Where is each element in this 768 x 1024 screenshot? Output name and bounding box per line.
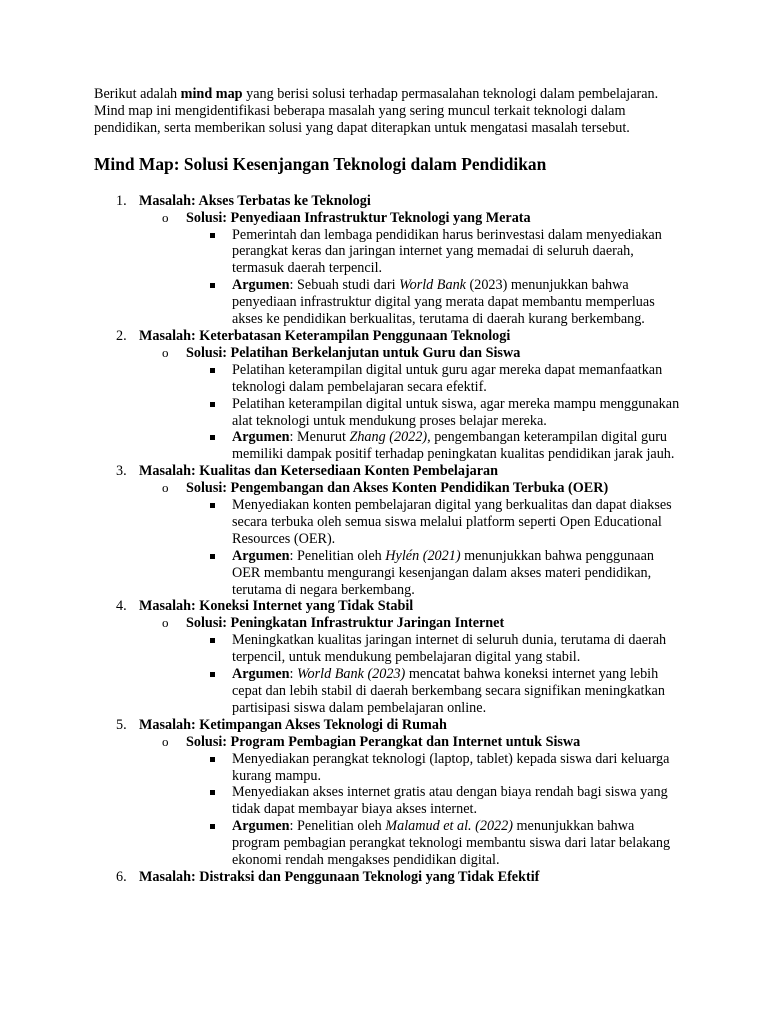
solution-list: [139, 345, 684, 463]
solution-item: [139, 480, 684, 598]
argument-pre: : Sebuah studi dari: [289, 277, 400, 294]
argument-post: menunjukkan bahwa program pembagian perangkat teknologi membantu siswa dari latar belakang ekonomi rendah mengakses pendidikan digital.: [232, 818, 671, 869]
point-item: [186, 632, 684, 666]
square-bullet-icon: [210, 283, 215, 288]
problem-list: [94, 193, 684, 886]
argument-pre: : Penelitian oleh: [289, 818, 386, 835]
solution-list: [139, 480, 684, 598]
argument-label: Argumen: [232, 277, 290, 294]
point-text: Menyediakan akses internet gratis atau dengan biaya rendah bagi siswa yang tidak dapat membayar biaya akses internet.: [232, 784, 668, 818]
argument-label: Argumen: [232, 547, 290, 564]
point-list: [186, 751, 684, 869]
argument-pre: :: [289, 666, 298, 683]
point-item: [186, 227, 684, 278]
argument-citation: Malamud et al. (2022): [385, 818, 513, 835]
problem-heading: Masalah: Akses Terbatas ke Teknologi: [139, 192, 371, 209]
point-item: [186, 396, 684, 430]
square-bullet-icon: [210, 368, 215, 373]
argument-pre: : Menurut: [289, 429, 350, 446]
point-item: [186, 548, 684, 599]
point-item: [186, 362, 684, 396]
problem-number: 6.: [116, 868, 127, 885]
solution-item: [139, 210, 684, 328]
point-text: Meningkatkan kualitas jaringan internet di seluruh dunia, terutama di daerah terpencil, untuk mendukung pembelajaran digital yang stabil.: [232, 632, 667, 666]
square-bullet-icon: [210, 790, 215, 795]
square-bullet-icon: [210, 824, 215, 829]
square-bullet-icon: [210, 503, 215, 508]
problem-item-2: [94, 328, 684, 463]
document-page: [94, 86, 684, 886]
intro-bold: mind map: [180, 86, 243, 102]
solution-item: [139, 345, 684, 463]
point-item: [186, 784, 684, 818]
problem-heading: Masalah: Koneksi Internet yang Tidak Stabil: [139, 598, 414, 615]
problem-item-3: [94, 463, 684, 598]
problem-heading: Masalah: Keterbatasan Keterampilan Penggunaan Teknologi: [139, 327, 511, 344]
point-item: [186, 818, 684, 869]
point-list: [186, 227, 684, 328]
solution-heading: Solusi: Pelatihan Berkelanjutan untuk Guru dan Siswa: [186, 344, 521, 361]
point-text: Menyediakan perangkat teknologi (laptop, tablet) kepada siswa dari keluarga kurang mampu.: [232, 750, 670, 784]
argument-post: (2023) menunjukkan bahwa penyediaan infrastruktur digital yang merata dapat membantu memperluas akses ke pendidikan berkualitas, terutama di daerah kurang berkembang.: [232, 277, 655, 328]
argument-post: menunjukkan bahwa penggunaan OER membantu mengurangi kesenjangan dalam akses materi pendidikan, terutama di negara berkembang.: [232, 547, 654, 598]
document-title: Mind Map: Solusi Kesenjangan Teknologi dalam Pendidikan: [94, 153, 547, 174]
point-text: Menyediakan konten pembelajaran digital yang berkualitas dan dapat diakses secara terbuka oleh semua siswa melalui platform seperti Open Educational Resources (OER).: [232, 497, 672, 547]
point-item: [186, 751, 684, 785]
square-bullet-icon: [210, 638, 215, 643]
argument-post: , pengembangan keterampilan digital guru memiliki dampak positif terhadap peningkatan kualitas pendidikan jarak jauh.: [232, 429, 675, 463]
argument-label: Argumen: [232, 429, 290, 446]
problem-item-4: [94, 598, 684, 716]
solution-item: [139, 615, 684, 716]
argument-label: Argumen: [232, 666, 290, 683]
point-text: Pemerintah dan lembaga pendidikan harus berinvestasi dalam menyediakan perangkat keras dan jaringan internet yang memadai di seluruh daerah, termasuk daerah terpencil.: [232, 226, 662, 277]
solution-list: [139, 734, 684, 869]
problem-item-5: [94, 717, 684, 869]
problem-number: 2.: [116, 327, 127, 344]
point-text: Pelatihan keterampilan digital untuk siswa, agar mereka mampu menggunakan alat teknologi untuk mendukung proses belajar mereka.: [232, 395, 680, 429]
circle-bullet-icon: o: [162, 480, 169, 496]
solution-heading: Solusi: Penyediaan Infrastruktur Teknologi yang Merata: [186, 209, 531, 226]
point-list: [186, 362, 684, 463]
solution-heading: Solusi: Program Pembagian Perangkat dan Internet untuk Siswa: [186, 733, 581, 750]
intro-paragraph: [94, 86, 684, 137]
square-bullet-icon: [210, 435, 215, 440]
argument-citation: World Bank: [399, 277, 466, 294]
problem-number: 3.: [116, 463, 127, 480]
point-item: [186, 277, 684, 328]
intro-post: yang berisi solusi terhadap permasalahan teknologi dalam pembelajaran. Mind map ini mengidentifikasi beberapa masalah yang sering muncul terkait teknologi dalam pendidikan, serta memberikan solusi yang dapat diterapkan untuk mengatasi masalah tersebut.: [94, 86, 659, 136]
square-bullet-icon: [210, 554, 215, 559]
solution-list: [139, 210, 684, 328]
point-item: [186, 666, 684, 717]
point-text: Pelatihan keterampilan digital untuk guru agar mereka dapat memanfaatkan teknologi dalam pembelajaran secara efektif.: [232, 361, 663, 395]
problem-heading: Masalah: Distraksi dan Penggunaan Teknologi yang Tidak Efektif: [139, 868, 540, 885]
square-bullet-icon: [210, 402, 215, 407]
argument-pre: : Penelitian oleh: [289, 547, 386, 564]
problem-number: 5.: [116, 716, 127, 733]
argument-citation: Zhang (2022): [349, 429, 428, 446]
problem-number: 4.: [116, 598, 127, 615]
problem-heading: Masalah: Kualitas dan Ketersediaan Konten Pembelajaran: [139, 463, 499, 480]
solution-list: [139, 615, 684, 716]
point-list: [186, 632, 684, 717]
square-bullet-icon: [210, 672, 215, 677]
problem-number: 1.: [116, 192, 127, 209]
problem-item-6: [94, 869, 684, 886]
argument-citation: Hylén (2021): [385, 547, 461, 564]
problem-heading: Masalah: Ketimpangan Akses Teknologi di Rumah: [139, 716, 447, 733]
argument-label: Argumen: [232, 818, 290, 835]
solution-heading: Solusi: Pengembangan dan Akses Konten Pendidikan Terbuka (OER): [186, 480, 609, 497]
argument-post: mencatat bahwa koneksi internet yang lebih cepat dan lebih stabil di daerah berkembang secara signifikan meningkatkan partisipasi siswa dalam pembelajaran online.: [232, 666, 665, 716]
square-bullet-icon: [210, 233, 215, 238]
point-item: [186, 429, 684, 463]
intro-pre: Berikut adalah: [94, 86, 181, 102]
square-bullet-icon: [210, 757, 215, 762]
point-list: [186, 497, 684, 598]
solution-item: [139, 734, 684, 869]
argument-citation: World Bank (2023): [297, 666, 406, 683]
circle-bullet-icon: o: [162, 733, 169, 749]
solution-heading: Solusi: Peningkatan Infrastruktur Jaringan Internet: [186, 615, 505, 632]
circle-bullet-icon: o: [162, 615, 169, 631]
point-item: [186, 497, 684, 548]
circle-bullet-icon: o: [162, 344, 169, 360]
problem-item-1: [94, 193, 684, 328]
circle-bullet-icon: o: [162, 209, 169, 225]
